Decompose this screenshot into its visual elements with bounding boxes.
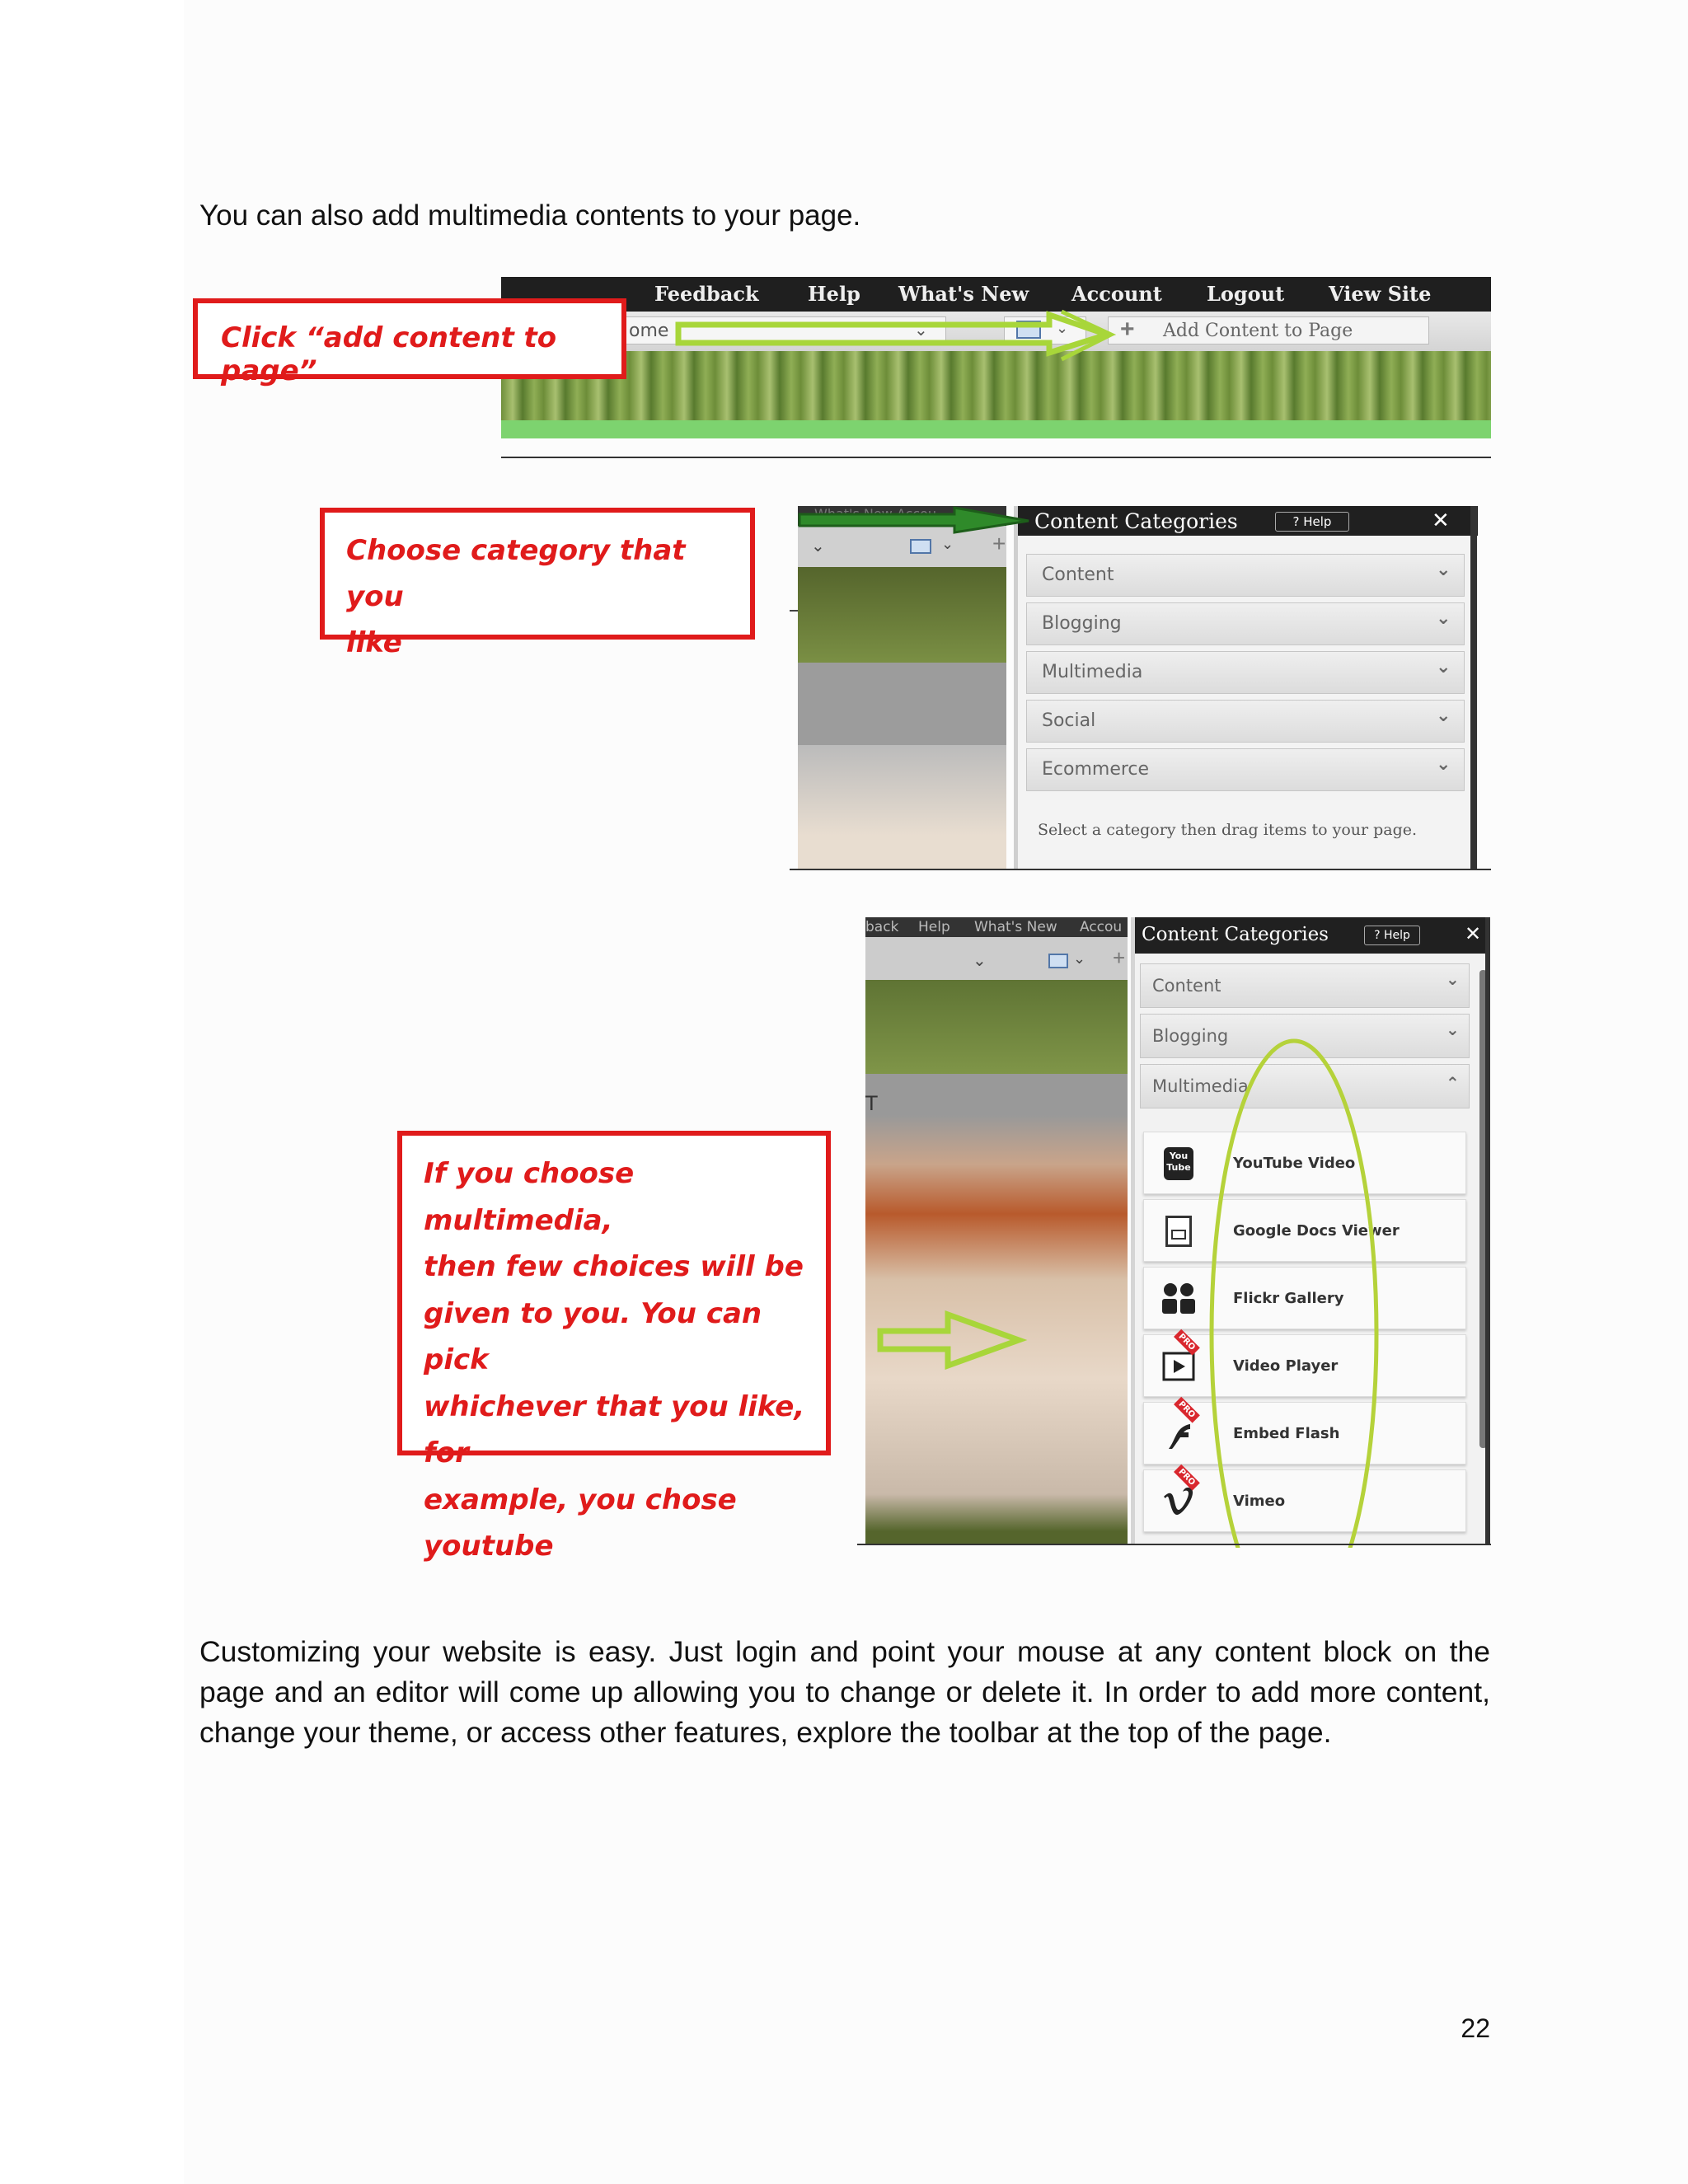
- callout-line: example, you chose: [424, 1483, 737, 1516]
- media-label: Vimeo: [1233, 1493, 1286, 1510]
- category-label: Content: [1042, 565, 1114, 585]
- screenshot-content-categories: [790, 506, 1491, 872]
- top-menu-whats-new: What's New: [974, 919, 1057, 935]
- top-menu-back: back: [865, 919, 899, 935]
- chevron-down-icon: ⌄: [1436, 560, 1451, 580]
- chevron-down-icon: ⌄: [1436, 705, 1451, 726]
- menu-view-site[interactable]: View Site: [1329, 282, 1432, 306]
- green-annotation-overlay: [857, 917, 1491, 1548]
- chevron-down-icon: ⌄: [811, 537, 825, 555]
- chevron-down-icon: ⌄: [1446, 969, 1460, 989]
- plus-icon: +: [992, 531, 1006, 556]
- top-menu-help: Help: [918, 919, 950, 935]
- top-menu-account: Accou: [1080, 919, 1123, 935]
- screenshot-toolbar: [501, 277, 1491, 458]
- green-arrow-annotation: [790, 506, 1491, 872]
- category-label: Blogging: [1042, 613, 1122, 634]
- category-label: Content: [1152, 976, 1221, 996]
- dialog-title: Content Categories: [1142, 924, 1329, 945]
- callout-multimedia: [397, 1131, 831, 1563]
- callout-line: If you choose multimedia,: [424, 1157, 635, 1237]
- body-paragraph: Customizing your website is easy. Just login and point your mouse at any content block on the page and an editor will come up allowing you to change or delete it. In order to add more content, change your theme, or access other features, explore the toolbar at the top of the page.: [199, 1635, 1490, 1749]
- help-button[interactable]: ? Help: [1275, 512, 1349, 532]
- plus-icon: +: [1113, 945, 1126, 970]
- add-content-label: Add Content to Page: [1163, 321, 1353, 341]
- callout-line: whichever that you like, for: [424, 1390, 805, 1469]
- chevron-down-icon: ⌄: [1436, 754, 1451, 775]
- youtube-icon-text: You: [1169, 1151, 1189, 1161]
- dialog-hint: Select a category then drag items to your page.: [1038, 821, 1418, 839]
- close-icon[interactable]: ✕: [1432, 508, 1450, 532]
- category-label: Multimedia: [1152, 1076, 1249, 1096]
- callout-line: youtube: [424, 1530, 554, 1563]
- callout-line: like: [346, 626, 402, 659]
- screenshot-border: [790, 869, 1491, 870]
- page-number: 22: [1461, 2013, 1490, 2043]
- media-label: Flickr Gallery: [1233, 1290, 1344, 1307]
- category-label: Blogging: [1152, 1026, 1229, 1046]
- close-icon[interactable]: ✕: [1465, 923, 1482, 945]
- chevron-down-icon: ⌄: [973, 952, 987, 970]
- category-label: Social: [1042, 710, 1096, 731]
- category-label: Ecommerce: [1042, 759, 1150, 780]
- menu-help[interactable]: Help: [808, 282, 860, 306]
- screenshot-border: [857, 1544, 1491, 1545]
- screenshot-border: [501, 457, 1491, 458]
- media-label: Embed Flash: [1233, 1425, 1340, 1442]
- screenshot-multimedia-options: [857, 917, 1491, 1548]
- plus-icon: +: [1120, 316, 1135, 343]
- callout-line: then few choices will be: [424, 1250, 804, 1283]
- chevron-down-icon: ⌄: [1073, 950, 1086, 967]
- callout-add-content: [193, 298, 626, 387]
- chevron-down-icon: ⌄: [941, 536, 954, 552]
- callout-line: Choose category that you: [346, 534, 686, 613]
- menu-whats-new[interactable]: What's New: [898, 282, 1029, 306]
- intro-paragraph: You can also add multimedia contents to your page.: [199, 199, 861, 232]
- media-label: YouTube Video: [1233, 1155, 1356, 1172]
- pro-badge: PRO: [1174, 1397, 1199, 1422]
- menu-feedback[interactable]: Feedback: [654, 282, 759, 306]
- partial-text: T: [865, 1092, 878, 1115]
- chevron-down-icon: ⌄: [1446, 1019, 1460, 1039]
- media-label: Google Docs Viewer: [1233, 1222, 1400, 1240]
- chevron-down-icon: ⌄: [1056, 320, 1069, 336]
- chevron-up-icon: ⌃: [1446, 1073, 1460, 1093]
- menu-account[interactable]: Account: [1071, 282, 1162, 306]
- menu-logout[interactable]: Logout: [1207, 282, 1285, 306]
- page-select-value: ome: [629, 321, 669, 341]
- dialog-title: Content Categories: [1034, 509, 1238, 533]
- callout-choose-category: [320, 508, 755, 659]
- green-arrow-annotation: [501, 277, 1491, 458]
- media-label: Video Player: [1233, 1357, 1339, 1375]
- callout-text: Click “add content to page”: [221, 321, 557, 387]
- chevron-down-icon: ⌄: [914, 321, 928, 340]
- help-button[interactable]: ? Help: [1364, 926, 1420, 945]
- chevron-down-icon: ⌄: [1436, 657, 1451, 677]
- callout-line: given to you. You can pick: [424, 1296, 762, 1376]
- category-label: Multimedia: [1042, 662, 1143, 682]
- pro-badge: PRO: [1174, 1329, 1199, 1355]
- youtube-icon-text: Tube: [1166, 1162, 1191, 1173]
- chevron-down-icon: ⌄: [1436, 608, 1451, 629]
- pro-badge: PRO: [1174, 1465, 1199, 1490]
